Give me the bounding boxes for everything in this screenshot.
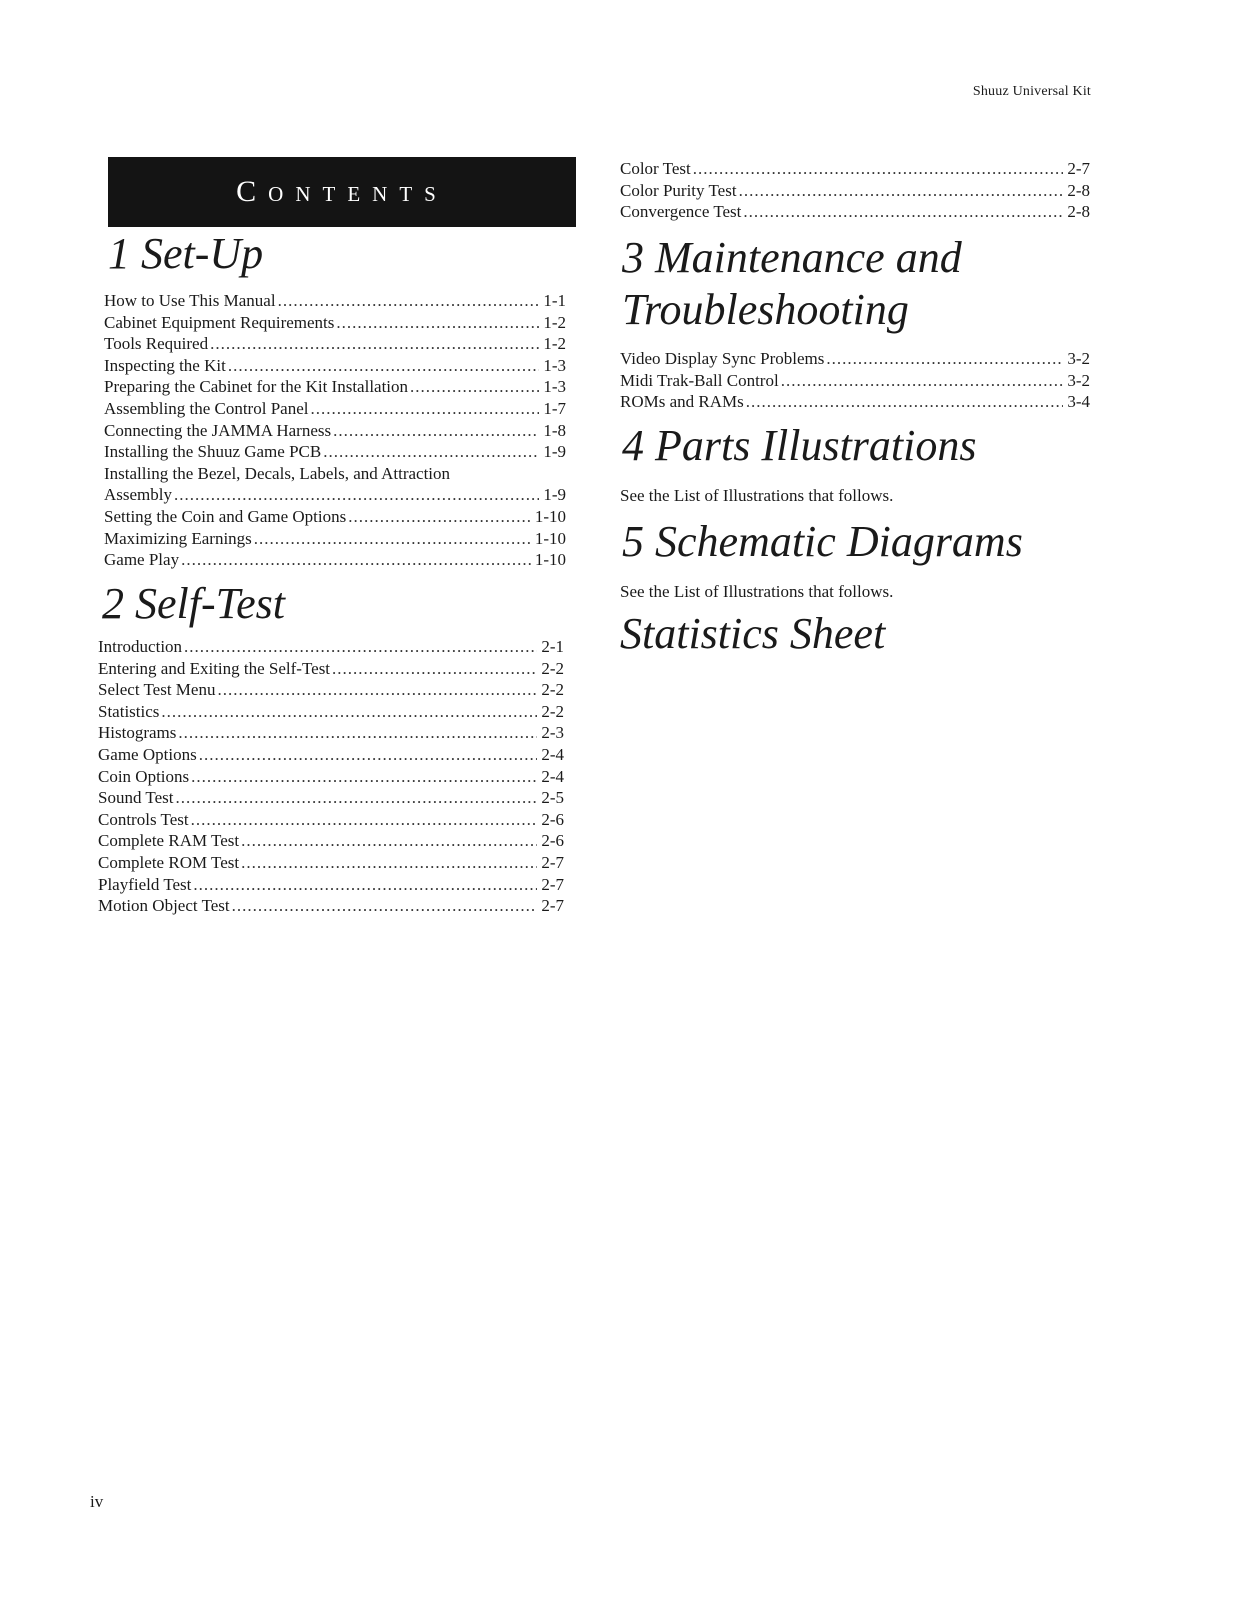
toc-entry[interactable] bbox=[104, 463, 566, 506]
toc-entry-label: How to Use This Manual bbox=[104, 291, 276, 310]
toc-entry[interactable] bbox=[620, 370, 1090, 392]
toc-entry-label: Coin Options bbox=[98, 766, 190, 786]
toc-entry-label: Convergence Test bbox=[620, 202, 742, 222]
toc-entry-label: Introduction bbox=[98, 637, 183, 656]
toc-entry[interactable] bbox=[104, 506, 566, 528]
toc-entry[interactable] bbox=[98, 658, 564, 680]
toc-entry-page: 2-4 bbox=[541, 744, 564, 764]
toc-entry-page: 1-2 bbox=[543, 312, 566, 332]
section-title-maintenance-line2: Troubleshooting bbox=[622, 284, 909, 334]
toc-entry[interactable] bbox=[620, 158, 1090, 180]
toc-entry[interactable] bbox=[98, 852, 564, 874]
toc-entry-page: 3-2 bbox=[1067, 370, 1090, 390]
toc-entry[interactable] bbox=[620, 391, 1090, 413]
toc-entry[interactable] bbox=[98, 874, 564, 896]
toc-entry[interactable] bbox=[98, 895, 564, 917]
section-title-maintenance-line1: 3 Maintenance and bbox=[622, 233, 962, 282]
toc-entry-label: Complete ROM Test bbox=[98, 852, 240, 872]
toc-entry-label: Game Options bbox=[98, 744, 197, 764]
toc-entry[interactable] bbox=[104, 528, 566, 550]
toc-entry[interactable] bbox=[620, 348, 1090, 370]
toc-entry-label: Histograms bbox=[98, 723, 177, 743]
toc-entry-label: Setting the Coin and Game Options bbox=[104, 506, 347, 526]
toc-list-setup bbox=[104, 290, 566, 571]
toc-entry-page: 2-1 bbox=[541, 637, 564, 656]
toc-entry-page: 2-2 bbox=[541, 658, 564, 678]
toc-entry-label: Preparing the Cabinet for the Kit Installation bbox=[104, 377, 409, 397]
toc-entry-label: Installing the Bezel, Decals, Labels, and Attraction bbox=[104, 463, 451, 483]
toc-entry-label: Complete RAM Test bbox=[98, 831, 240, 851]
toc-entry-label: ROMs and RAMs bbox=[620, 392, 744, 412]
section-title-schematics: 5 Schematic Diagrams bbox=[622, 517, 1023, 566]
toc-entry-page: 1-8 bbox=[543, 420, 566, 440]
toc-entry[interactable] bbox=[98, 722, 564, 744]
section-title-setup: 1 Set-Up bbox=[108, 229, 264, 278]
section-title-parts: 4 Parts Illustrations bbox=[622, 421, 977, 470]
section-title-maintenance bbox=[622, 232, 962, 336]
toc-entry-label: Connecting the JAMMA Harness bbox=[104, 420, 332, 440]
toc-entry[interactable] bbox=[98, 787, 564, 809]
toc-entry-page: 2-7 bbox=[541, 896, 564, 916]
toc-entry-label: Statistics bbox=[98, 701, 160, 721]
toc-entry[interactable] bbox=[104, 549, 566, 571]
toc-entry-page: 2-2 bbox=[541, 680, 564, 700]
toc-list-self-test-continued bbox=[620, 158, 1090, 223]
toc-entry-label: Color Test bbox=[620, 159, 691, 178]
schematics-note: See the List of Illustrations that follows. bbox=[620, 582, 894, 601]
toc-entry-page: 1-10 bbox=[534, 506, 566, 526]
toc-entry-label: Color Purity Test bbox=[620, 180, 737, 200]
toc-entry-page: 1-1 bbox=[543, 291, 566, 310]
toc-entry[interactable] bbox=[104, 355, 566, 377]
parts-note: See the List of Illustrations that follows. bbox=[620, 486, 894, 505]
toc-entry-page: 2-7 bbox=[1067, 159, 1090, 178]
toc-entry[interactable] bbox=[104, 398, 566, 420]
toc-entry-label: Tools Required bbox=[104, 334, 209, 354]
toc-entry-page: 2-4 bbox=[541, 766, 564, 786]
toc-entry-page: 1-3 bbox=[543, 377, 566, 397]
toc-entry[interactable] bbox=[98, 744, 564, 766]
toc-entry[interactable] bbox=[98, 766, 564, 788]
toc-entry[interactable] bbox=[98, 701, 564, 723]
toc-entry-label: Cabinet Equipment Requirements bbox=[104, 312, 335, 332]
toc-entry[interactable] bbox=[104, 376, 566, 398]
toc-list-self-test bbox=[98, 636, 564, 917]
toc-entry-page: 2-8 bbox=[1067, 180, 1090, 200]
section-title-statistics-sheet: Statistics Sheet bbox=[620, 609, 886, 658]
toc-entry[interactable] bbox=[104, 420, 566, 442]
section-title-self-test: 2 Self-Test bbox=[102, 579, 285, 628]
toc-entry-page: 2-8 bbox=[1067, 202, 1090, 222]
toc-list-maintenance bbox=[620, 348, 1090, 413]
toc-entry[interactable] bbox=[98, 830, 564, 852]
toc-entry-page: 1-9 bbox=[543, 485, 566, 505]
toc-entry-page: 1-2 bbox=[543, 334, 566, 354]
toc-entry-label: Controls Test bbox=[98, 809, 189, 829]
toc-entry-label: Maximizing Earnings bbox=[104, 528, 252, 548]
toc-entry-label: Motion Object Test bbox=[98, 896, 230, 916]
toc-entry[interactable] bbox=[620, 180, 1090, 202]
toc-entry-label: Playfield Test bbox=[98, 874, 192, 894]
toc-entry[interactable] bbox=[98, 636, 564, 658]
toc-entry-page: 2-3 bbox=[541, 723, 564, 743]
toc-entry-page: 1-10 bbox=[534, 550, 566, 570]
toc-entry-page: 3-2 bbox=[1067, 349, 1090, 368]
toc-entry[interactable] bbox=[104, 333, 566, 355]
contents-banner: Contents bbox=[108, 157, 576, 227]
toc-entry[interactable] bbox=[104, 290, 566, 312]
toc-entry[interactable] bbox=[98, 809, 564, 831]
toc-entry-page: 1-3 bbox=[543, 355, 566, 375]
toc-entry-label: Video Display Sync Problems bbox=[620, 349, 825, 368]
toc-entry-page: 2-2 bbox=[541, 701, 564, 721]
toc-entry-page: 2-7 bbox=[541, 874, 564, 894]
toc-entry-page: 2-7 bbox=[541, 852, 564, 872]
toc-entry-label: Midi Trak-Ball Control bbox=[620, 370, 779, 390]
toc-entry[interactable] bbox=[620, 201, 1090, 223]
toc-entry[interactable] bbox=[98, 679, 564, 701]
toc-entry-page: 2-6 bbox=[541, 809, 564, 829]
toc-entry-page: 1-7 bbox=[543, 398, 566, 418]
toc-entry-page: 2-5 bbox=[541, 788, 564, 808]
toc-entry-label: Game Play bbox=[104, 550, 180, 570]
toc-entry-label: Entering and Exiting the Self-Test bbox=[98, 658, 331, 678]
toc-entry[interactable] bbox=[104, 441, 566, 463]
toc-entry-page: 1-10 bbox=[534, 528, 566, 548]
toc-entry-label: Assembling the Control Panel bbox=[104, 398, 309, 418]
toc-entry-label: Sound Test bbox=[98, 788, 174, 808]
toc-entry-page: 1-9 bbox=[543, 442, 566, 462]
running-header: Shuuz Universal Kit bbox=[972, 84, 1091, 99]
toc-entry-label: Select Test Menu bbox=[98, 680, 216, 700]
toc-entry-label: Inspecting the Kit bbox=[104, 355, 226, 375]
toc-entry-page: 3-4 bbox=[1067, 392, 1090, 412]
toc-entry[interactable] bbox=[104, 312, 566, 334]
page-number: iv bbox=[90, 1492, 104, 1511]
toc-entry-label: Installing the Shuuz Game PCB bbox=[104, 442, 322, 462]
toc-entry-label-continued: Assembly bbox=[104, 485, 172, 505]
toc-entry-page: 2-6 bbox=[541, 831, 564, 851]
